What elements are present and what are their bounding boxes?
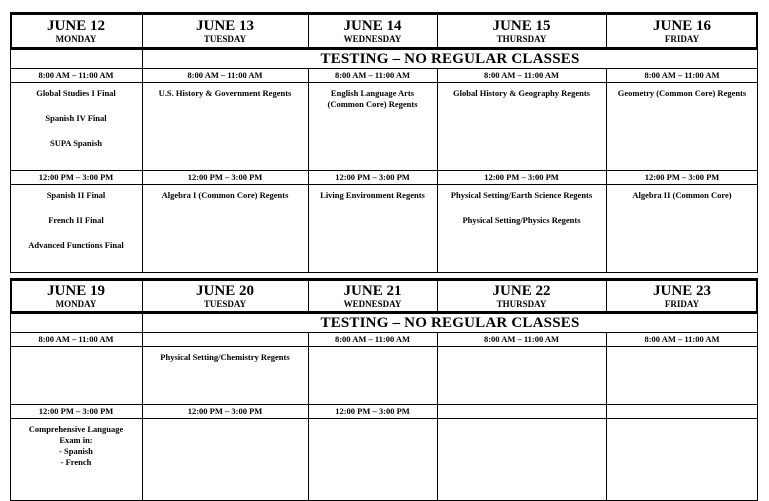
- day-header: [142, 278, 308, 314]
- header-border-top: [10, 278, 758, 281]
- time-slot: 8:00 AM – 11:00 AM: [334, 70, 411, 80]
- col-rule: [437, 68, 438, 272]
- exam-name: Physical Setting/Chemistry Regents: [160, 352, 290, 362]
- time-slot: 12:00 PM – 3:00 PM: [38, 172, 114, 182]
- exam-name: - Spanish: [59, 446, 93, 456]
- row-rule: [10, 332, 758, 333]
- day-date: JUNE 19: [47, 282, 105, 299]
- row-rule: [10, 404, 758, 405]
- row-rule: [10, 68, 758, 69]
- day-of-week: THURSDAY: [496, 33, 547, 44]
- exam-cell: [308, 418, 437, 500]
- time-slot: 8:00 AM – 11:00 AM: [483, 70, 560, 80]
- exam-cell: [10, 184, 142, 272]
- day-of-week: WEDNESDAY: [343, 33, 402, 44]
- testing-banner: TESTING – NO REGULAR CLASSES: [320, 50, 580, 67]
- day-date: JUNE 13: [196, 17, 254, 34]
- exam-name: U.S. History & Government Regents: [158, 88, 292, 98]
- header-col-rule: [142, 12, 143, 50]
- exam-cell: [10, 82, 142, 170]
- day-date: JUNE 20: [196, 282, 254, 299]
- row-rule: [10, 346, 758, 347]
- time-slot: 12:00 PM – 3:00 PM: [187, 172, 263, 182]
- exam-cell: [606, 346, 758, 404]
- day-date: JUNE 15: [492, 17, 551, 34]
- header-col-rule: [142, 278, 143, 314]
- time-slot: 12:00 PM – 3:00 PM: [187, 406, 263, 416]
- time-slot: 8:00 AM – 11:00 AM: [38, 334, 114, 344]
- day-date: JUNE 21: [343, 282, 402, 299]
- row-rule: [10, 184, 758, 185]
- exam-cell: [437, 184, 606, 272]
- testing-banner: TESTING – NO REGULAR CLASSES: [320, 314, 580, 331]
- col-rule: [142, 314, 143, 500]
- day-of-week: FRIDAY: [664, 298, 700, 309]
- exam-name: French II Final: [48, 215, 104, 225]
- row-rule: [10, 82, 758, 83]
- header-border-bottom: [10, 47, 758, 50]
- day-of-week: TUESDAY: [203, 33, 247, 44]
- time-slot: [606, 404, 758, 418]
- exam-name: Global Studies I Final: [36, 88, 116, 98]
- time-slot: 12:00 PM – 3:00 PM: [335, 406, 410, 416]
- day-header: [308, 278, 437, 314]
- header-border-top: [10, 12, 758, 15]
- time-slot: 8:00 AM – 11:00 AM: [483, 334, 560, 344]
- header-col-rule: [308, 12, 309, 50]
- exam-name: Comprehensive Language: [28, 424, 124, 434]
- col-rule: [437, 332, 438, 500]
- time-slot: 12:00 PM – 3:00 PM: [484, 172, 559, 182]
- exam-cell: [437, 418, 606, 500]
- exam-cell: [308, 82, 437, 170]
- exam-name: Advanced Functions Final: [28, 240, 124, 250]
- day-header: [10, 278, 142, 314]
- exam-name: English Language Arts (Common Core) Regents: [327, 88, 418, 109]
- col-rule: [757, 314, 758, 500]
- day-header: [437, 12, 606, 50]
- time-slot: [437, 404, 606, 418]
- day-of-week: MONDAY: [55, 33, 97, 44]
- exam-cell: [142, 184, 308, 272]
- col-rule: [10, 50, 11, 272]
- exam-cell: [142, 82, 308, 170]
- col-rule: [757, 50, 758, 272]
- exam-name: Algebra II (Common Core): [632, 190, 732, 200]
- day-header: [308, 12, 437, 50]
- day-header: [606, 12, 758, 50]
- day-date: JUNE 14: [343, 17, 402, 34]
- day-of-week: WEDNESDAY: [343, 298, 402, 309]
- exam-cell: [606, 418, 758, 500]
- day-of-week: THURSDAY: [496, 298, 547, 309]
- time-slot: 12:00 PM – 3:00 PM: [38, 406, 114, 416]
- header-col-rule: [308, 278, 309, 314]
- exam-name: Spanish IV Final: [45, 113, 107, 123]
- exam-cell: [10, 346, 142, 404]
- exam-cell: [142, 346, 308, 404]
- exam-cell: [308, 184, 437, 272]
- exam-name: Exam in:: [59, 435, 93, 445]
- exam-cell: [437, 82, 606, 170]
- time-slot: 8:00 AM – 11:00 AM: [334, 334, 411, 344]
- row-rule: [10, 272, 758, 273]
- time-slot: 8:00 AM – 11:00 AM: [187, 70, 263, 80]
- header-col-rule: [437, 278, 438, 314]
- day-header: [437, 278, 606, 314]
- header-col-rule: [10, 12, 12, 50]
- exam-cell: [437, 346, 606, 404]
- day-date: JUNE 23: [653, 282, 711, 299]
- header-col-rule: [606, 12, 607, 50]
- col-rule: [308, 332, 309, 500]
- exam-name: Algebra I (Common Core) Regents: [161, 190, 289, 200]
- time-slot: 8:00 AM – 11:00 AM: [644, 70, 720, 80]
- exam-cell: [606, 184, 758, 272]
- col-rule: [142, 50, 143, 272]
- time-slot: 8:00 AM – 11:00 AM: [644, 334, 720, 344]
- exam-cell: [308, 346, 437, 404]
- exam-name: Physical Setting/Physics Regents: [462, 215, 581, 225]
- exam-cell: [142, 418, 308, 500]
- header-col-rule: [437, 12, 438, 50]
- row-rule: [10, 418, 758, 419]
- exam-name: - French: [60, 457, 92, 467]
- day-date: JUNE 22: [492, 282, 551, 299]
- header-col-rule: [606, 278, 607, 314]
- header-col-rule: [10, 278, 12, 314]
- exam-name: Geometry (Common Core) Regents: [617, 88, 747, 98]
- col-rule: [606, 68, 607, 272]
- exam-name: Physical Setting/Earth Science Regents: [450, 190, 593, 200]
- day-of-week: FRIDAY: [664, 33, 700, 44]
- col-rule: [10, 314, 11, 500]
- exam-name: Global History & Geography Regents: [453, 88, 590, 98]
- exam-cell: [606, 82, 758, 170]
- time-slot: 12:00 PM – 3:00 PM: [335, 172, 410, 182]
- header-col-rule: [756, 278, 758, 314]
- header-col-rule: [756, 12, 758, 50]
- col-rule: [606, 332, 607, 500]
- day-header: [10, 12, 142, 50]
- day-of-week: MONDAY: [55, 298, 97, 309]
- exam-name: Spanish II Final: [46, 190, 106, 200]
- row-rule: [10, 170, 758, 171]
- time-slot: [142, 332, 308, 346]
- exam-cell: [10, 418, 142, 500]
- day-header: [606, 278, 758, 314]
- day-header: [142, 12, 308, 50]
- exam-name: Living Environment Regents: [320, 190, 425, 200]
- day-date: JUNE 12: [47, 17, 105, 34]
- col-rule: [308, 68, 309, 272]
- exam-schedule-grid: [10, 12, 758, 496]
- time-slot: 8:00 AM – 11:00 AM: [38, 70, 114, 80]
- day-of-week: TUESDAY: [203, 298, 247, 309]
- time-slot: 12:00 PM – 3:00 PM: [644, 172, 720, 182]
- exam-name: SUPA Spanish: [49, 138, 103, 148]
- header-border-bottom: [10, 311, 758, 314]
- day-date: JUNE 16: [653, 17, 711, 34]
